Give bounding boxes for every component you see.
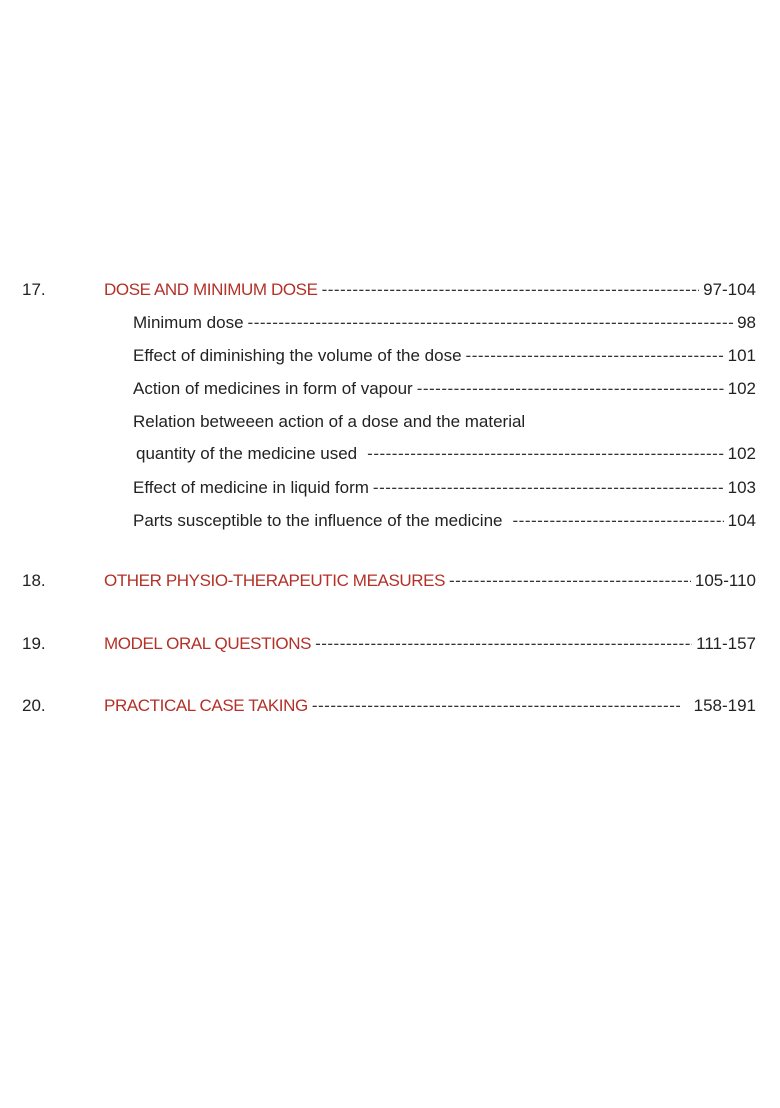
toc-section [0,311,780,335]
page-range: 97-104 [703,280,756,299]
dot-leader [373,478,724,498]
chapter-title: MODEL ORAL QUESTIONS [104,634,312,653]
page-number: 98 [737,313,756,332]
dot-leader [312,696,680,716]
toc-chapter-19 [0,632,780,656]
toc-chapter-17 [0,278,780,302]
dot-leader [322,280,699,300]
page-range: 105-110 [694,571,756,590]
chapter-number: 19. [22,634,46,653]
section-title: Effect of diminishing the volume of the dose [133,346,462,365]
page-number: 102 [727,444,756,463]
chapter-number: 18. [22,571,46,590]
page-number: 104 [727,511,756,530]
dot-leader [315,634,692,654]
chapter-title: OTHER PHYSIO-THERAPEUTIC MEASURES [104,571,446,590]
section-title: Parts susceptible to the influence of the medicine [133,511,503,530]
section-title: Minimum dose [133,313,244,332]
toc-section [0,476,780,500]
page-number: 102 [727,379,756,398]
section-title-line1: Relation betweeen action of a dose and the material [133,412,526,431]
page-number: 101 [727,346,756,365]
dot-leader [248,313,734,333]
chapter-title: DOSE AND MINIMUM DOSE [104,280,318,299]
toc-section [0,509,780,533]
page-range: 158-191 [693,696,756,715]
page-range: 111-157 [696,634,756,653]
toc-chapter-18 [0,569,780,593]
chapter-number: 20. [22,696,46,715]
toc-section [0,344,780,368]
section-title: Effect of medicine in liquid form [133,478,369,497]
toc-section [0,377,780,401]
dot-leader [513,511,724,531]
section-title: Action of medicines in form of vapour [133,379,413,398]
dot-leader [417,379,724,399]
chapter-number: 17. [22,280,46,299]
toc-section-line1 [0,410,780,434]
dot-leader [449,571,691,591]
toc-chapter-20 [0,694,780,718]
dot-leader [367,444,723,464]
toc-section [0,442,780,466]
page-number: 103 [727,478,756,497]
section-title: quantity of the medicine used [136,444,358,463]
chapter-title: PRACTICAL CASE TAKING [104,696,308,715]
dot-leader [466,346,724,366]
